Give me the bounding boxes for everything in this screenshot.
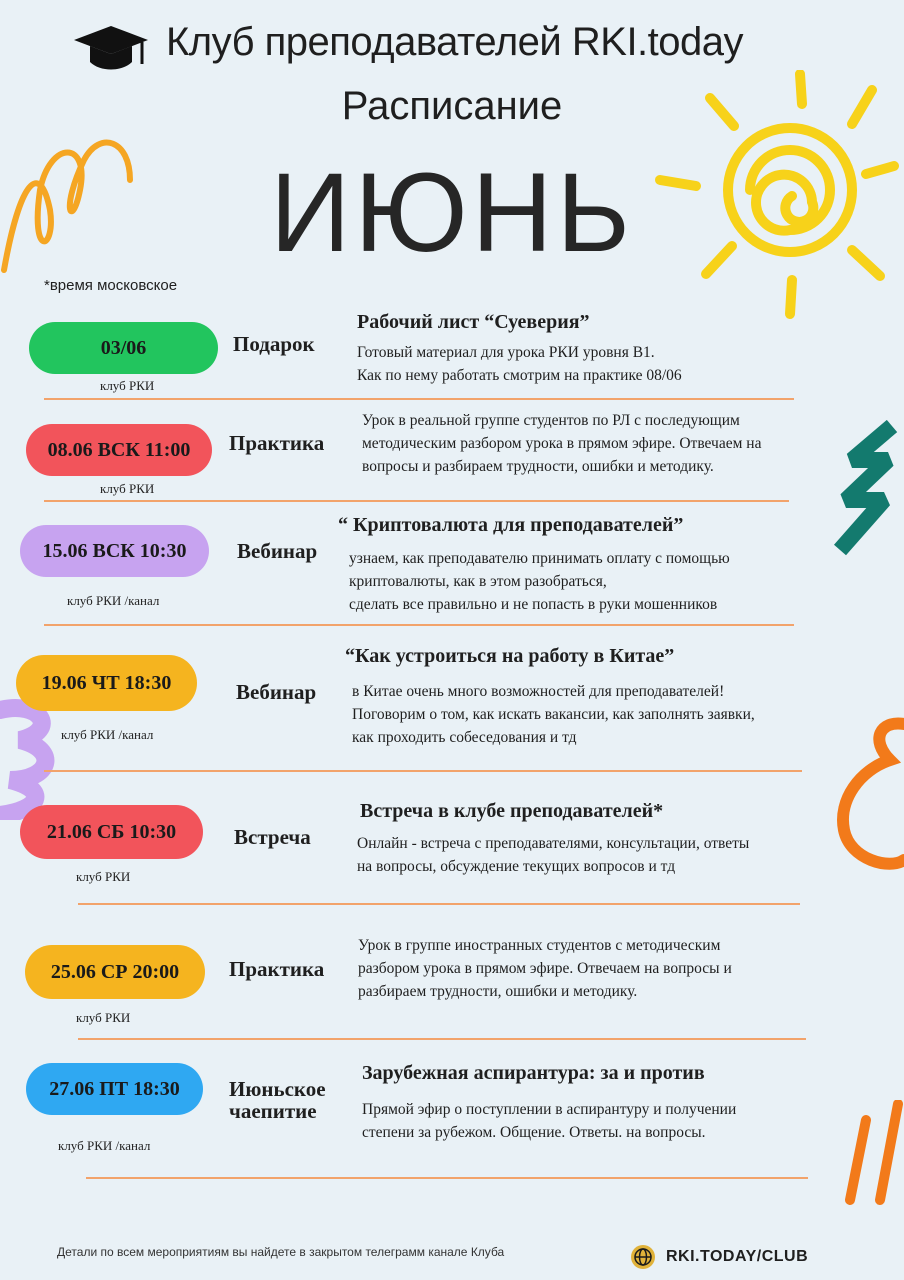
event-tag: клуб РКИ /канал [58,1138,151,1153]
divider [86,1177,808,1179]
month-title: ИЮНЬ [269,150,635,275]
graduation-cap-icon [72,24,150,74]
teal-zigzag [832,420,904,560]
club-link[interactable]: RKI.TODAY/CLUB [666,1248,809,1265]
event-title: Зарубежная аспирантура: за и против [362,1062,705,1084]
divider [78,903,800,905]
event-type: Подарок [233,332,315,356]
divider [44,770,802,772]
event-description: Прямой эфир о поступлении в аспирантуру и получении степени за рубежом. Общение. Ответы. на вопросы. [362,1101,737,1141]
date-pill: 03/06 [29,322,218,374]
event-type: Вебинар [236,680,317,704]
orange-swirl [830,710,904,880]
event-title: “ Криптовалюта для преподавателей” [338,514,684,536]
event-type: Практика [229,957,325,981]
event-description: Онлайн - встреча с преподавателями, консультации, ответы на вопросы, обсуждение текущих вопросов и тд [357,835,750,875]
divider [44,500,789,502]
event-type: Практика [229,431,325,455]
time-note: *время московское [44,277,178,294]
event-description: Урок в реальной группе студентов по РЛ с последующим методическим разбором урока в прямом эфире. Отвечаем на вопросы и разбираем трудности, ошибки и методику. [362,412,762,475]
date-pill: 19.06 ЧТ 18:30 [16,655,197,711]
date-pill: 08.06 ВСК 11:00 [26,424,212,476]
date-pill: 21.06 СБ 10:30 [20,805,203,859]
event-type: Встреча [234,825,311,849]
date-pill: 27.06 ПТ 18:30 [26,1063,203,1115]
event-tag: клуб РКИ [100,481,155,496]
divider [78,1038,806,1040]
globe-icon [630,1244,656,1270]
club-title: Клуб преподавателей RKI.today [166,20,744,64]
event-type: Июньское чаепитие [229,1077,326,1123]
event-tag: клуб РКИ [76,869,131,884]
date-pill: 25.06 СР 20:00 [25,945,205,999]
event-tag: клуб РКИ [100,378,155,393]
event-title: Встреча в клубе преподавателей* [360,800,664,822]
date-pill: 15.06 ВСК 10:30 [20,525,209,577]
event-tag: клуб РКИ /канал [67,593,160,608]
schedule-subtitle: Расписание [341,84,563,128]
event-tag: клуб РКИ /канал [61,727,154,742]
footer-note: Детали по всем мероприятиям вы найдете в закрытом телеграмм канале Клуба [57,1245,505,1259]
event-tag: клуб РКИ [76,1010,131,1025]
event-description: Готовый материал для урока РКИ уровня В1. Как по нему работать смотрим на практике 08/06 [357,344,682,384]
divider [44,624,794,626]
orange-strokes [836,1100,904,1210]
event-title: “Как устроиться на работу в Китае” [345,645,675,667]
event-description: в Китае очень много возможностей для преподавателей! Поговорим о том, как искать вакансии, как заполнять заявки, как проходить собеседования и тд [352,683,755,746]
event-description: Урок в группе иностранных студентов с методическим разбором урока в прямом эфире. Отвечаем на вопросы и разбираем трудности, ошибки и методику. [358,937,732,1000]
divider [44,398,794,400]
event-title: Рабочий лист “Суеверия” [357,311,590,333]
event-description: узнаем, как преподавателю принимать оплату с помощью криптовалюты, как в этом разобраться, сделать все правильно и не попасть в руки мошенников [349,550,730,613]
event-type: Вебинар [237,539,318,563]
